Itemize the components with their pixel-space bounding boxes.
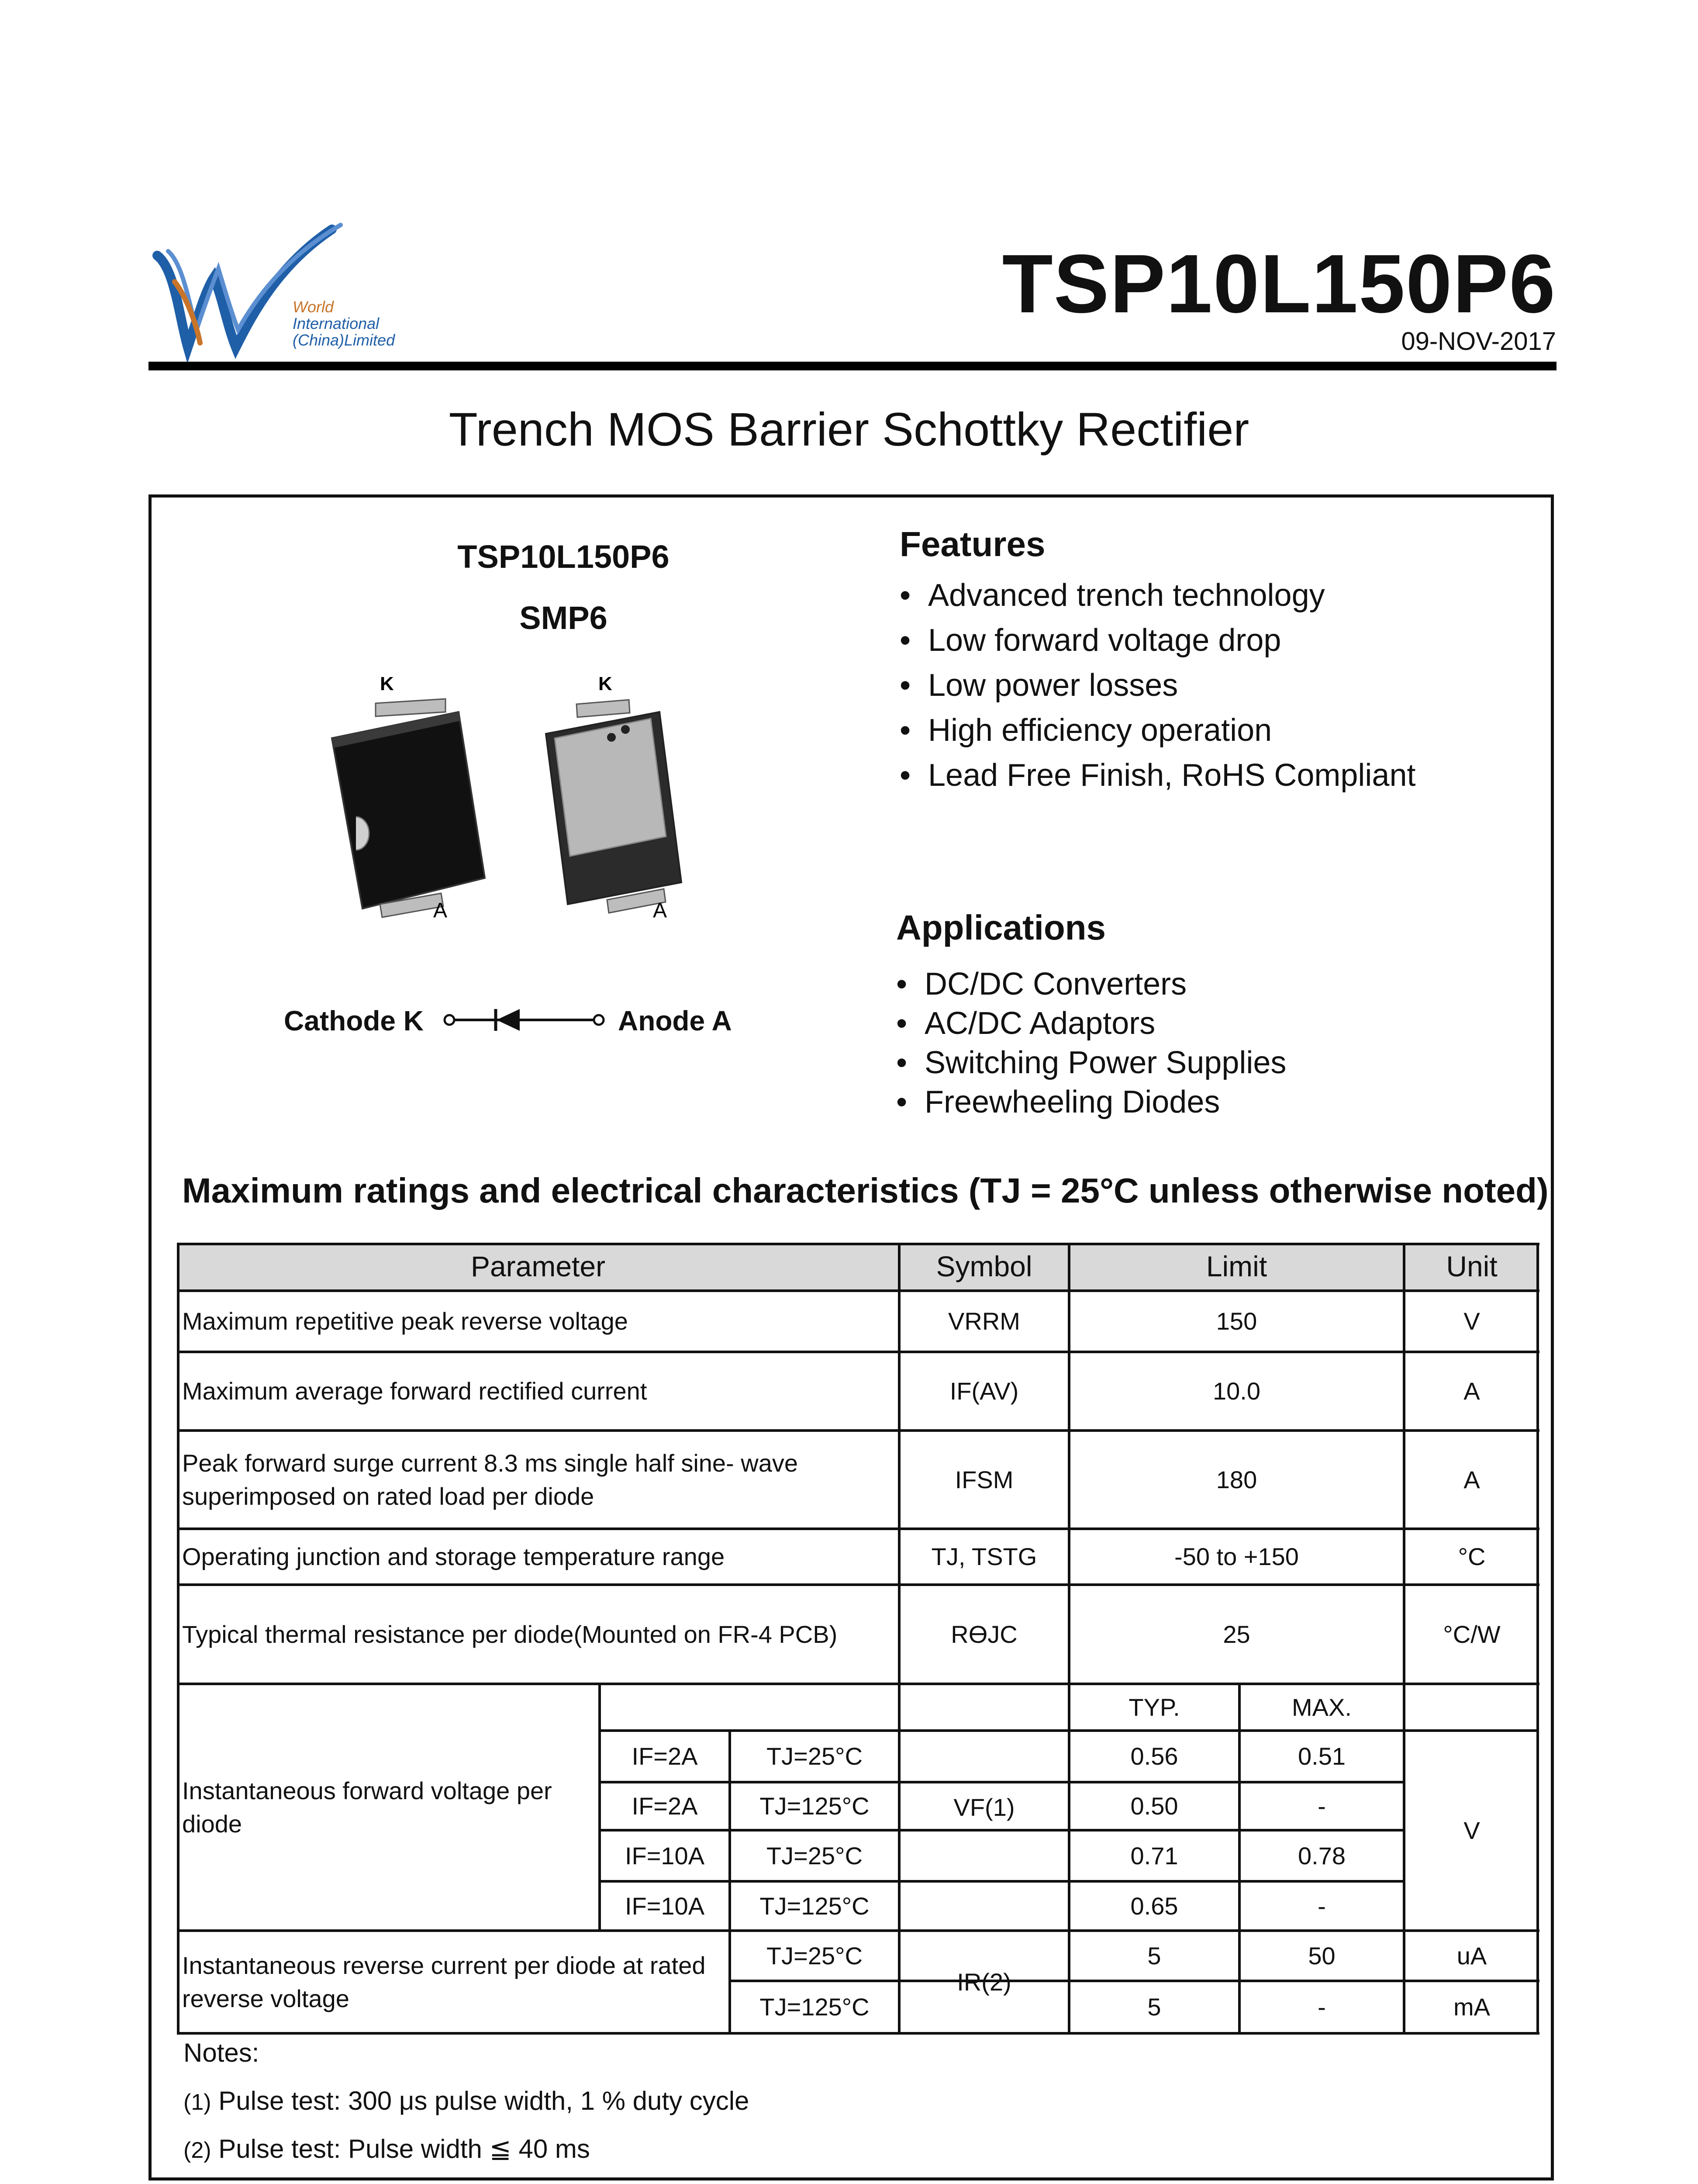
vf-tj: TJ=25°C	[766, 1742, 863, 1770]
table-row-symbol: VRRM	[948, 1307, 1020, 1335]
table-row-symbol: RӨJC	[951, 1620, 1018, 1648]
ir-typ: 5	[1147, 1993, 1161, 2021]
table-row-symbol: IFSM	[955, 1465, 1014, 1493]
pin-a-right: A	[653, 899, 667, 922]
table-row-parameter: Maximum average forward rectified current	[182, 1377, 647, 1405]
vf-if: IF=2A	[632, 1742, 698, 1770]
vf-unit: V	[1463, 1817, 1480, 1845]
document-date: 09-NOV-2017	[1401, 327, 1556, 356]
vf-max: -	[1318, 1792, 1326, 1820]
package-bottom-view	[546, 700, 681, 913]
typ-header: TYP.	[1129, 1693, 1180, 1721]
part-number-title: TSP10L150P6	[1002, 238, 1556, 330]
table-row-parameter: Typical thermal resistance per diode(Mounted on FR-4 PCB)	[182, 1620, 838, 1648]
table-row-unit: A	[1463, 1465, 1480, 1493]
application-item: • AC/DC Adaptors	[896, 1006, 1286, 1045]
table-row-unit: °C	[1458, 1543, 1486, 1571]
package-name: SMP6	[519, 600, 607, 636]
table-row-symbol: TJ, TSTG	[931, 1543, 1037, 1571]
vf-tj: TJ=125°C	[759, 1892, 870, 1920]
pin-k-left: K	[380, 673, 394, 695]
table-row-limit: 150	[1216, 1307, 1257, 1335]
note-number: (2)	[183, 2138, 211, 2163]
ir-max: 50	[1308, 1942, 1336, 1970]
document-title: Trench MOS Barrier Schottky Rectifier	[449, 403, 1249, 456]
table-row-unit: A	[1463, 1377, 1480, 1405]
logo-text-international: International	[293, 314, 380, 332]
features-list	[900, 577, 1416, 802]
header-divider	[148, 362, 1556, 370]
ir-tj: TJ=25°C	[766, 1942, 863, 1970]
note-number: (1)	[183, 2090, 211, 2115]
table-row-limit: 25	[1223, 1620, 1250, 1648]
vf-typ: 0.56	[1130, 1742, 1178, 1770]
note-item	[183, 2134, 590, 2164]
application-item: • DC/DC Converters	[896, 966, 1286, 1006]
vf-typ: 0.65	[1130, 1892, 1178, 1920]
ir-typ: 5	[1147, 1942, 1161, 1970]
table-row-parameter: Operating junction and storage temperature range	[182, 1543, 725, 1571]
ir-parameter: Instantaneous reverse current per diode at rated reverse voltage	[182, 1951, 706, 2012]
vf-typ: 0.50	[1130, 1792, 1178, 1820]
table-row-parameter: Maximum repetitive peak reverse voltage	[182, 1307, 628, 1335]
header-symbol: Symbol	[936, 1250, 1032, 1283]
package-top-view	[332, 699, 485, 917]
applications-heading: Applications	[896, 908, 1106, 947]
vf-max: 0.51	[1298, 1742, 1346, 1770]
diode-symbol-icon	[443, 1005, 605, 1035]
table-row-symbol: IF(AV)	[949, 1377, 1019, 1405]
vf-tj: TJ=25°C	[766, 1842, 863, 1870]
application-item: • Freewheeling Diodes	[896, 1084, 1286, 1123]
table-row-unit: V	[1463, 1307, 1480, 1335]
ir-max: -	[1318, 1993, 1326, 2021]
ir-unit: mA	[1453, 1993, 1490, 2021]
max-header: MAX.	[1292, 1693, 1352, 1721]
application-item: • Switching Power Supplies	[896, 1045, 1286, 1084]
table-row-limit: 10.0	[1213, 1377, 1260, 1405]
vf-symbol: VF(1)	[953, 1793, 1015, 1821]
feature-item: • Advanced trench technology	[900, 577, 1416, 622]
notes-title: Notes:	[183, 2038, 259, 2067]
table-row-limit: -50 to +150	[1174, 1543, 1299, 1571]
ir-unit: uA	[1456, 1942, 1487, 1970]
header-unit: Unit	[1446, 1250, 1498, 1283]
vf-parameter: Instantaneous forward voltage per diode	[182, 1776, 552, 1838]
feature-item: • Low forward voltage drop	[900, 622, 1416, 667]
anode-label: Anode A	[618, 1005, 732, 1037]
feature-item: • Lead Free Finish, RoHS Compliant	[900, 757, 1416, 802]
ratings-table	[177, 1243, 1539, 2036]
header-parameter: Parameter	[470, 1250, 606, 1283]
applications-list	[896, 966, 1286, 1123]
logo-text-world: World	[293, 298, 334, 316]
ratings-heading: Maximum ratings and electrical characteristics (TJ = 25°C unless otherwise noted)	[182, 1171, 1549, 1210]
table-row-parameter: Peak forward surge current 8.3 ms single half sine- wave superimposed on rated load per diode	[182, 1449, 798, 1510]
feature-item: • High efficiency operation	[900, 712, 1416, 757]
company-logo	[148, 216, 437, 365]
vf-tj: TJ=125°C	[759, 1792, 870, 1820]
package-part-number: TSP10L150P6	[457, 539, 670, 575]
note-text: Pulse test: 300 μs pulse width, 1 % duty cycle	[218, 2086, 749, 2115]
header-limit: Limit	[1206, 1250, 1267, 1283]
vf-if: IF=10A	[625, 1842, 705, 1870]
package-illustration	[314, 673, 742, 926]
note-text: Pulse test: Pulse width ≦ 40 ms	[218, 2134, 590, 2163]
features-heading: Features	[900, 525, 1046, 563]
vf-max: 0.78	[1298, 1842, 1346, 1870]
vf-max: -	[1318, 1892, 1326, 1920]
logo-text-china: (China)Limited	[293, 331, 395, 349]
table-row-unit: °C/W	[1443, 1620, 1501, 1648]
vf-if: IF=2A	[632, 1792, 698, 1820]
pin-k-right: K	[598, 673, 612, 695]
vf-if: IF=10A	[625, 1892, 705, 1920]
pin-a-left: A	[433, 899, 448, 922]
note-item	[183, 2086, 749, 2116]
table-row-limit: 180	[1216, 1465, 1257, 1493]
feature-item: • Low power losses	[900, 667, 1416, 712]
cathode-label: Cathode K	[284, 1005, 424, 1037]
ir-tj: TJ=125°C	[759, 1993, 870, 2021]
ir-symbol: IR(2)	[957, 1968, 1011, 1996]
vf-typ: 0.71	[1130, 1842, 1178, 1870]
